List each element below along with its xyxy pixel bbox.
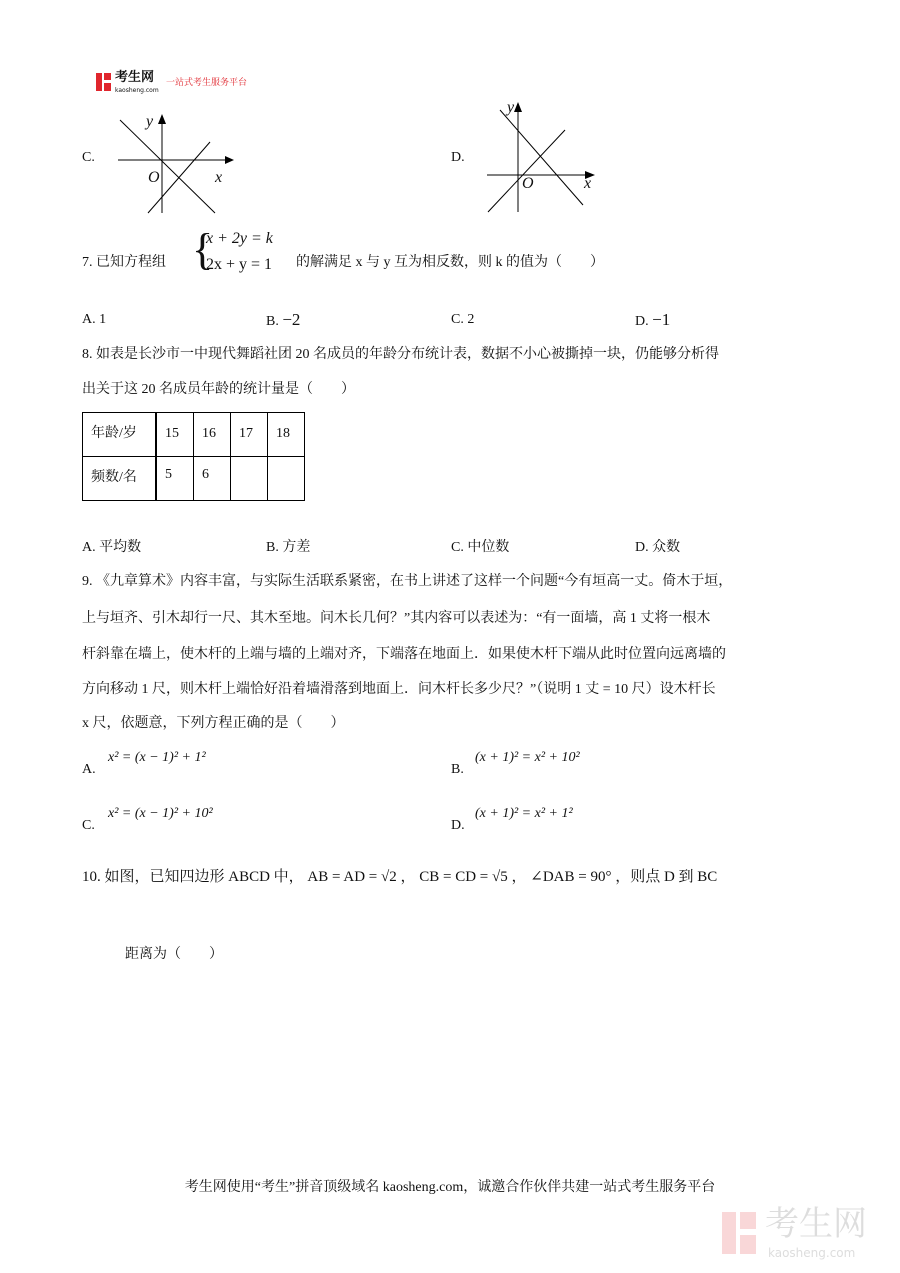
q7-prefix: 7. 已知方程组 — [82, 255, 166, 270]
watermark-domain: kaosheng.com — [768, 1246, 856, 1260]
q7-option-a[interactable]: A. 1 — [82, 312, 107, 327]
q8-line-2: 出关于这 20 名成员年龄的统计量是（ ） — [82, 382, 355, 397]
q7-equation-2: 2x + y = 1 — [206, 256, 273, 273]
table-cell: 16 — [194, 413, 231, 457]
option-c-label: C. — [82, 150, 95, 165]
graph-d — [485, 100, 600, 215]
q9-option-c[interactable]: x² = (x − 1)² + 10² — [108, 806, 213, 821]
table-cell: 6 — [194, 457, 231, 501]
y-arrow-icon — [514, 102, 522, 112]
q7-option-c[interactable]: C. 2 — [451, 312, 475, 327]
table-cell: 17 — [231, 413, 268, 457]
q7-equation-1: x + 2y = k — [206, 230, 273, 247]
option-d-label: D. — [451, 150, 465, 165]
q8-option-b[interactable]: B. 方差 — [266, 540, 311, 555]
q9-option-a-label[interactable]: A. — [82, 762, 96, 777]
axis-x-label: x — [584, 175, 592, 192]
axis-y-label: y — [507, 99, 515, 116]
q9-option-d[interactable]: (x + 1)² = x² + 1² — [475, 806, 573, 821]
q9-line-2: 上与垣齐、引木却行一尺、其木至地。问木长几何？”其内容可以表述为：“有一面墙，高 1 丈将一根木 — [82, 611, 711, 626]
table-row — [83, 413, 305, 457]
q7-option-d[interactable]: D. −1 — [635, 310, 671, 329]
q8-option-c[interactable]: C. 中位数 — [451, 540, 510, 555]
watermark-logo-icon — [722, 1212, 758, 1254]
axis-x-label: x — [215, 169, 223, 186]
table-header-cell: 频数/名 — [83, 457, 157, 501]
footer-text: 考生网使用“考生”拼音顶级域名 kaosheng.com，诚邀合作伙伴共建一站式考生服务平台 — [184, 1180, 716, 1195]
q9-option-a[interactable]: x² = (x − 1)² + 1² — [108, 750, 206, 765]
table-cell — [231, 457, 268, 501]
logo-text: 考生网 — [115, 70, 155, 85]
table-cell: 15 — [156, 413, 194, 457]
q9-line-4: 方向移动 1 尺，则木杆上端恰好沿着墙滑落到地面上．问木杆长多少尺？”（说明 1 丈 = 10 尺）设木杆长 — [82, 682, 716, 697]
q8-option-a[interactable]: A. 平均数 — [82, 540, 142, 555]
q8-line-1: 8. 如表是长沙市一中现代舞蹈社团 20 名成员的年龄分布统计表，数据不小心被撕掉一块，仍能够分析得 — [82, 347, 719, 362]
table-cell: 5 — [156, 457, 194, 501]
q10-line-2: 距离为（ ） — [125, 947, 223, 962]
x-arrow-icon — [225, 156, 234, 164]
table-header-cell: 年龄/岁 — [83, 413, 157, 457]
origin-label: O — [522, 175, 534, 192]
q9-option-c-label[interactable]: C. — [82, 818, 95, 833]
table-row — [83, 457, 305, 501]
q9-option-b-label[interactable]: B. — [451, 762, 464, 777]
q7-suffix: 的解满足 x 与 y 互为相反数，则 k 的值为（ ） — [296, 255, 604, 270]
table-cell — [268, 457, 305, 501]
axis-y-label: y — [146, 113, 154, 130]
q9-option-d-label[interactable]: D. — [451, 818, 465, 833]
logo-icon — [96, 73, 112, 91]
logo-domain: kaosheng.com — [115, 87, 159, 94]
brace-icon: { — [192, 225, 214, 274]
q9-option-b[interactable]: (x + 1)² = x² + 10² — [475, 750, 580, 765]
y-arrow-icon — [158, 114, 166, 124]
q9-line-1: 9. 《九章算术》内容丰富，与实际生活联系紧密，在书上讲述了这样一个问题“今有垣高一丈。倚木于垣， — [82, 574, 733, 589]
q7-option-b[interactable]: B. −2 — [266, 310, 301, 329]
q10-line-1: 10. 如图，已知四边形 ABCD 中， AB = AD = √2 ， CB = CD = √5 ， ∠DAB = 90° ，则点 D 到 BC — [82, 869, 718, 885]
age-table — [82, 412, 305, 501]
header-slogan: 一站式考生服务平台 — [166, 78, 248, 88]
q8-option-d[interactable]: D. 众数 — [635, 540, 681, 555]
q9-line-5: x 尺，依题意，下列方程正确的是（ ） — [82, 716, 345, 731]
table-cell: 18 — [268, 413, 305, 457]
q9-line-3: 杆斜靠在墙上，使木杆的上端与墙的上端对齐，下端落在地面上．如果使木杆下端从此时位置向远离墙的 — [82, 647, 726, 662]
origin-label: O — [148, 169, 160, 186]
watermark-text: 考生网 — [765, 1204, 867, 1244]
graph-c — [110, 110, 240, 215]
